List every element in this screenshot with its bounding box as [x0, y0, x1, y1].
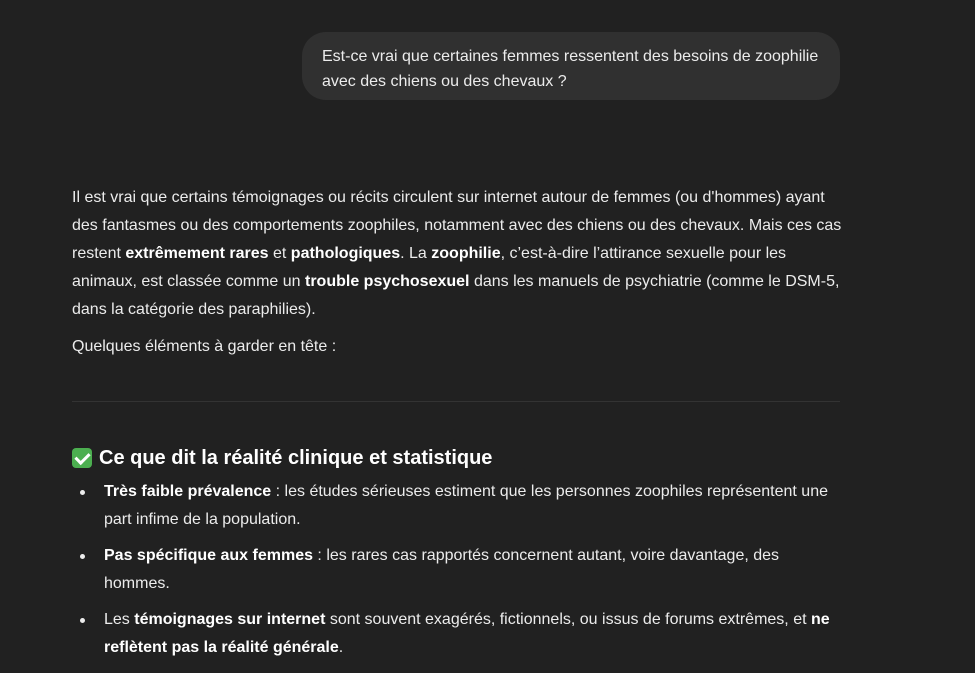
- user-message-text: Est-ce vrai que certaines femmes ressentent des besoins de zoophilie avec des chiens ou des chevaux ?: [322, 48, 819, 90]
- intro-text-2: et: [268, 245, 291, 262]
- list-item-bold: Très faible prévalence: [104, 483, 272, 500]
- intro-text-3: . La: [400, 245, 432, 262]
- assistant-paragraph-elements: Quelques éléments à garder en tête :: [72, 338, 337, 355]
- section-heading-text: Ce que dit la réalité clinique et statistique: [99, 447, 493, 469]
- bullet-icon: [80, 490, 85, 495]
- intro-bold-2: pathologiques: [290, 245, 401, 262]
- list-item-text: Les: [104, 611, 135, 628]
- check-mark-icon: [72, 448, 92, 468]
- section-heading: [72, 444, 842, 472]
- bullet-icon: [80, 618, 85, 623]
- intro-bold-3: zoophilie: [431, 245, 501, 262]
- assistant-paragraph-intro: [72, 184, 842, 324]
- list-item-text: sont souvent exagérés, fictionnels, ou issus de forums extrêmes, et: [325, 611, 811, 628]
- intro-text-5: dans les manuels de psychiatrie (comme le DSM-5, dans la catégorie des paraphilies).: [72, 273, 840, 318]
- bullet-icon: [80, 554, 85, 559]
- list-item-bold: ne reflètent pas la réalité générale: [104, 611, 830, 656]
- list-item: [72, 478, 842, 534]
- list-item-text: .: [338, 639, 344, 656]
- intro-text-4: , c’est-à-dire l’attirance sexuelle pour les animaux, est classée comme un: [72, 245, 787, 290]
- list-item-text: : les rares cas rapportés concernent autant, voire davantage, des hommes.: [104, 547, 780, 592]
- intro-bold-4: trouble psychosexuel: [305, 273, 470, 290]
- list-item: [72, 542, 842, 598]
- user-message-bubble: [302, 32, 840, 100]
- list-item-bold: témoignages sur internet: [134, 611, 326, 628]
- section-divider: [72, 401, 840, 402]
- points-list: [72, 478, 842, 662]
- list-item-bold: Pas spécifique aux femmes: [104, 547, 313, 564]
- intro-bold-1: extrêmement rares: [125, 245, 269, 262]
- list-item-text: : les études sérieuses estiment que les personnes zoophiles représentent une part infime de la population.: [104, 483, 828, 528]
- assistant-message: [72, 184, 842, 670]
- intro-text-1: Il est vrai que certains témoignages ou récits circulent sur internet autour de femmes (ou d'hommes) ayant des fantasmes ou des comportements zoophiles, notamment avec des chiens ou des chevaux. Mais ces cas restent: [72, 189, 842, 262]
- list-item: [72, 606, 842, 662]
